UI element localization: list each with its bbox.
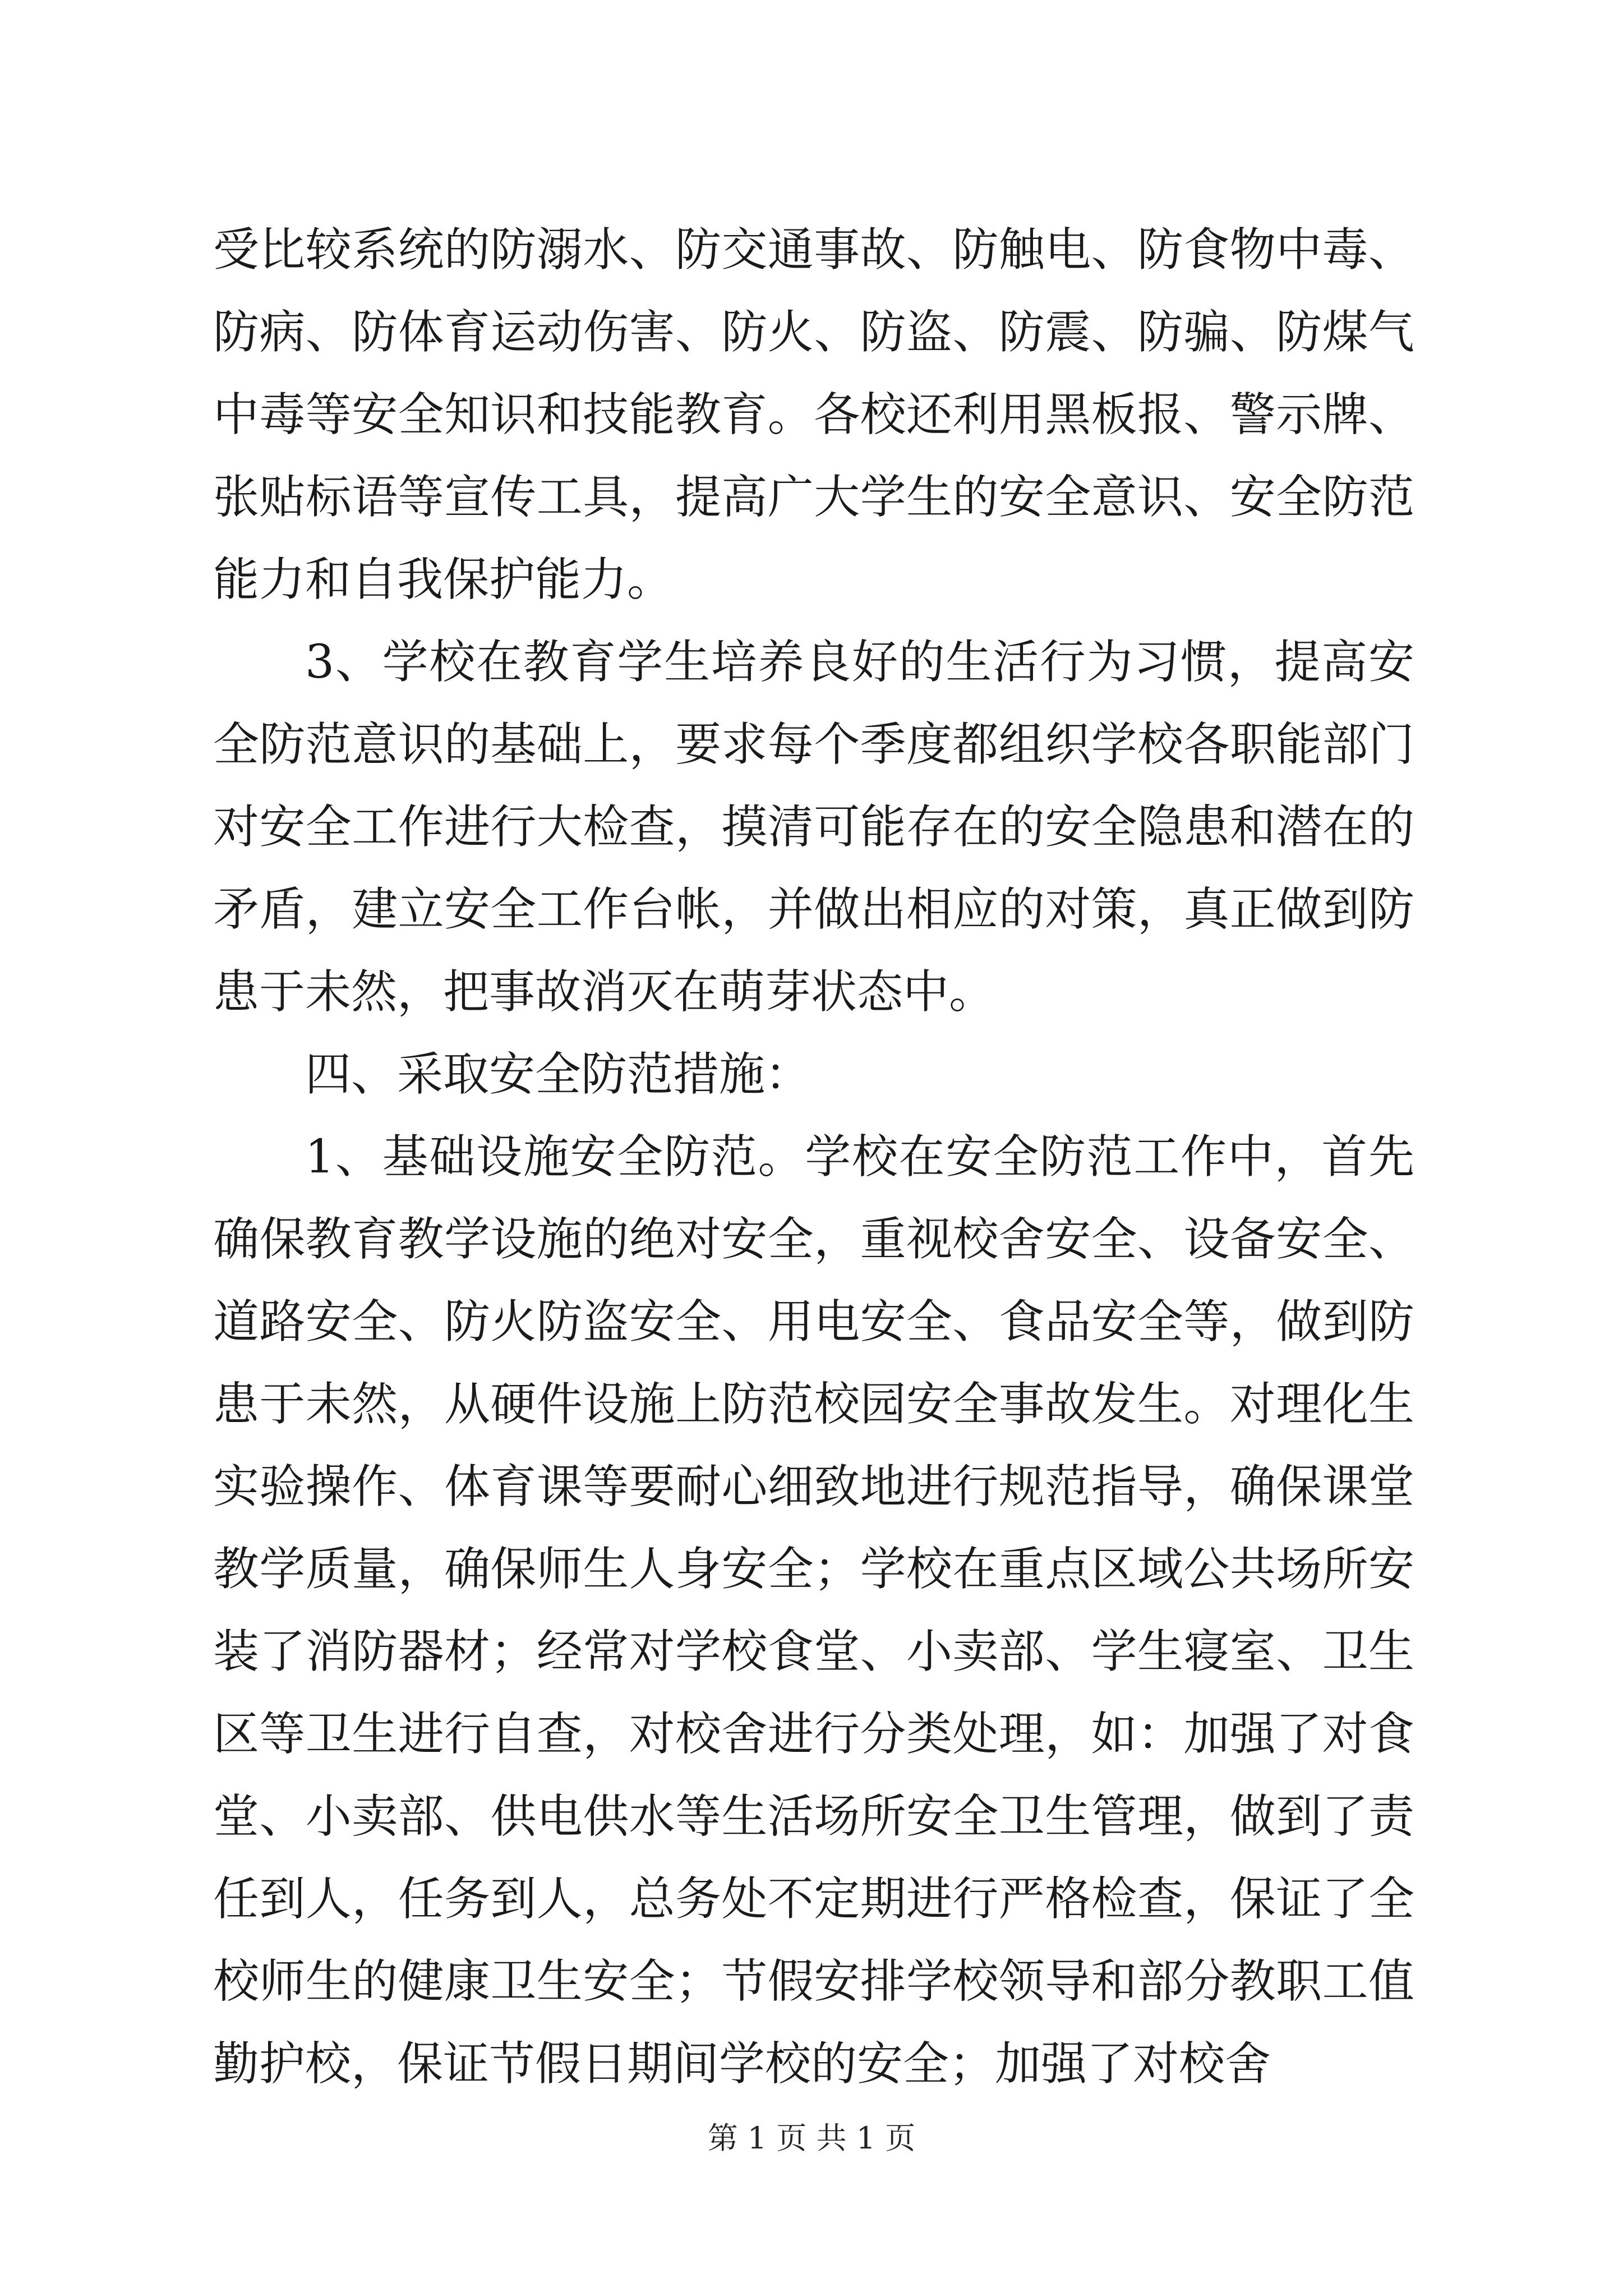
paragraph-1: 受比较系统的防溺水、防交通事故、防触电、防食物中毒、防病、防体育运动伤害、防火、防盗、防震、防骗、防煤气中毒等安全知识和技能教育。各校还利用黑板报、警示牌、张贴标语等宣传工具，提高广大学生的安全意识、安全防范能力和自我保护能力。: [213, 223, 1414, 606]
section-heading: 四、采取安全防范措施：: [305, 1048, 811, 1101]
page-footer: 第 1 页 共 1 页: [707, 2120, 916, 2156]
paragraph-2: 3、学校在教育学生培养良好的生活行为习惯，提高安全防范意识的基础上，要求每个季度都组织学校各职能部门对安全工作进行大检查，摸清可能存在的安全隐患和潜在的矛盾，建立安全工作台帐，并做出相应的对策，真正做到防患于未然，把事故消灭在萌芽状态中。: [213, 636, 1414, 1019]
document-body: [213, 209, 1414, 2105]
paragraph-3: 1、基础设施安全防范。学校在安全防范工作中，首先确保教育教学设施的绝对安全，重视校舍安全、设备安全、道路安全、防火防盗安全、用电安全、食品安全等，做到防患于未然，从硬件设施上防范校园安全事故发生。对理化生实验操作、体育课等要耐心细致地进行规范指导，确保课堂教学质量，确保师生人身安全；学校在重点区域公共场所安装了消防器材；经常对学校食堂、小卖部、学生寝室、卫生区等卫生进行自查，对校舍进行分类处理，如：加强了对食堂、小卖部、供电供水等生活场所安全卫生管理，做到了责任到人，任务到人，总务处不定期进行严格检查，保证了全校师生的健康卫生安全；节假安排学校领导和部分教职工值勤护校，保证节假日期间学校的安全；加强了对校舍: [213, 1130, 1414, 2091]
